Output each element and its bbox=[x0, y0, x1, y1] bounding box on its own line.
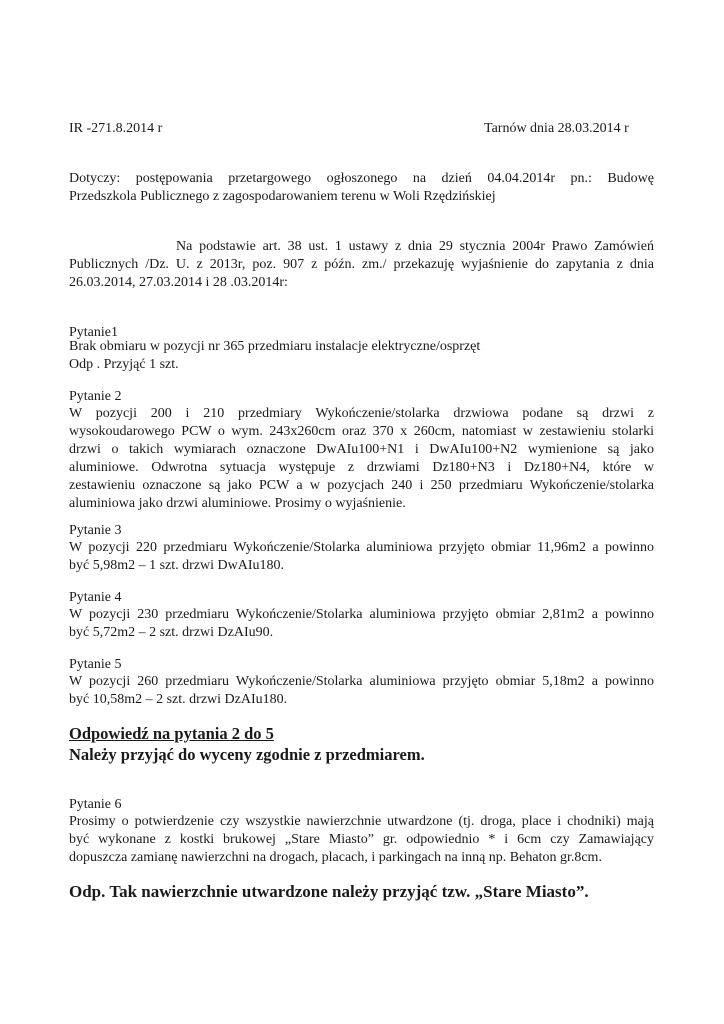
q6-answer: Odp. Tak nawierzchnie utwardzone należy przyjąć tzw. „Stare Miasto”. bbox=[69, 882, 589, 901]
reference-number: IR -271.8.2014 r bbox=[69, 121, 163, 136]
subject-line-1: Dotyczy: postępowania przetargowego ogłoszonego na dzień 04.04.2014r pn.: Budowę bbox=[69, 171, 654, 186]
q6-line-2: być wykonane z kostki brukowej „Stare Miasto” gr. odpowiednio * i 6cm czy Zamawiający bbox=[69, 832, 654, 847]
intro-line-1: Na podstawie art. 38 ust. 1 ustawy z dnia 29 stycznia 2004r Prawo Zamówień bbox=[176, 239, 654, 254]
q3-title: Pytanie 3 bbox=[69, 523, 122, 538]
q1-line-1: Brak obmiaru w pozycji nr 365 przedmiaru instalacje elektryczne/osprzęt bbox=[69, 339, 481, 354]
q6-line-3: dopuszcza zamianę nawierzchni na drogach, placach, i parkingach na inną np. Behaton gr.8cm. bbox=[69, 850, 602, 865]
q1-title: Pytanie1 bbox=[69, 325, 118, 340]
q6-line-1: Prosimy o potwierdzenie czy wszystkie nawierzchnie utwardzone (tj. droga, place i chodniki) mają bbox=[69, 814, 654, 829]
subject-line-2: Przedszkola Publicznego z zagospodarowaniem terenu w Woli Rzędzińskiej bbox=[69, 189, 496, 204]
q3-line-1: W pozycji 220 przedmiaru Wykończenie/Stolarka aluminiowa przyjęto obmiar 11,96m2 a powinno bbox=[69, 540, 654, 555]
q5-title: Pytanie 5 bbox=[69, 657, 122, 672]
intro-line-3: 26.03.2014, 27.03.2014 i 28 .03.2014r: bbox=[69, 275, 288, 290]
q2-line-6: aluminiowa jako drzwi aluminiowe. Prosimy o wyjaśnienie. bbox=[69, 496, 406, 511]
q2-line-1: W pozycji 200 i 210 przedmiary Wykończenie/stolarka drzwiowa podane są drzwi z bbox=[69, 406, 654, 421]
q2-line-2: wysokoudarowego PCW o wym. 243x260cm oraz 370 x 260cm, natomiast w zestawieniu stolarki bbox=[69, 424, 654, 439]
q3-line-2: być 5,98m2 – 1 szt. drzwi DwAIu180. bbox=[69, 558, 285, 573]
answer-2-5-text: Należy przyjąć do wyceny zgodnie z przedmiarem. bbox=[69, 745, 425, 764]
q6-title: Pytanie 6 bbox=[69, 797, 122, 812]
q4-line-2: być 5,72m2 – 2 szt. drzwi DzAIu90. bbox=[69, 625, 274, 640]
q5-line-2: być 10,58m2 – 2 szt. drzwi DzAIu180. bbox=[69, 692, 288, 707]
place-date: Tarnów dnia 28.03.2014 r bbox=[484, 121, 629, 136]
q1-answer: Odp . Przyjąć 1 szt. bbox=[69, 357, 179, 372]
answer-2-5-heading: Odpowiedź na pytania 2 do 5 bbox=[69, 724, 274, 743]
q5-line-1: W pozycji 260 przedmiaru Wykończenie/Stolarka aluminiowa przyjęto obmiar 5,18m2 a powinno bbox=[69, 674, 654, 689]
q2-line-3: drzwi o takich wymiarach oznaczone DwAIu100+N1 i DwAIu100+N2 wymienione są jako bbox=[69, 442, 654, 457]
q4-title: Pytanie 4 bbox=[69, 590, 122, 605]
q4-line-1: W pozycji 230 przedmiaru Wykończenie/Stolarka aluminiowa przyjęto obmiar 2,81m2 a powinno bbox=[69, 607, 654, 622]
intro-line-2: Publicznych /Dz. U. z 2013r, poz. 907 z późn. zm./ przekazuję wyjaśnienie do zapytania z dnia bbox=[69, 257, 654, 272]
q2-line-4: aluminiowe. Odwrotna sytuacja występuje z drzwiami Dz180+N3 i Dz180+N4, które w bbox=[69, 460, 654, 475]
q2-line-5: zestawieniu oznaczone są jako PCW a w pozycjach 240 i 250 przedmiaru Wykończenie/stolarka bbox=[69, 478, 654, 493]
q2-title: Pytanie 2 bbox=[69, 389, 122, 404]
